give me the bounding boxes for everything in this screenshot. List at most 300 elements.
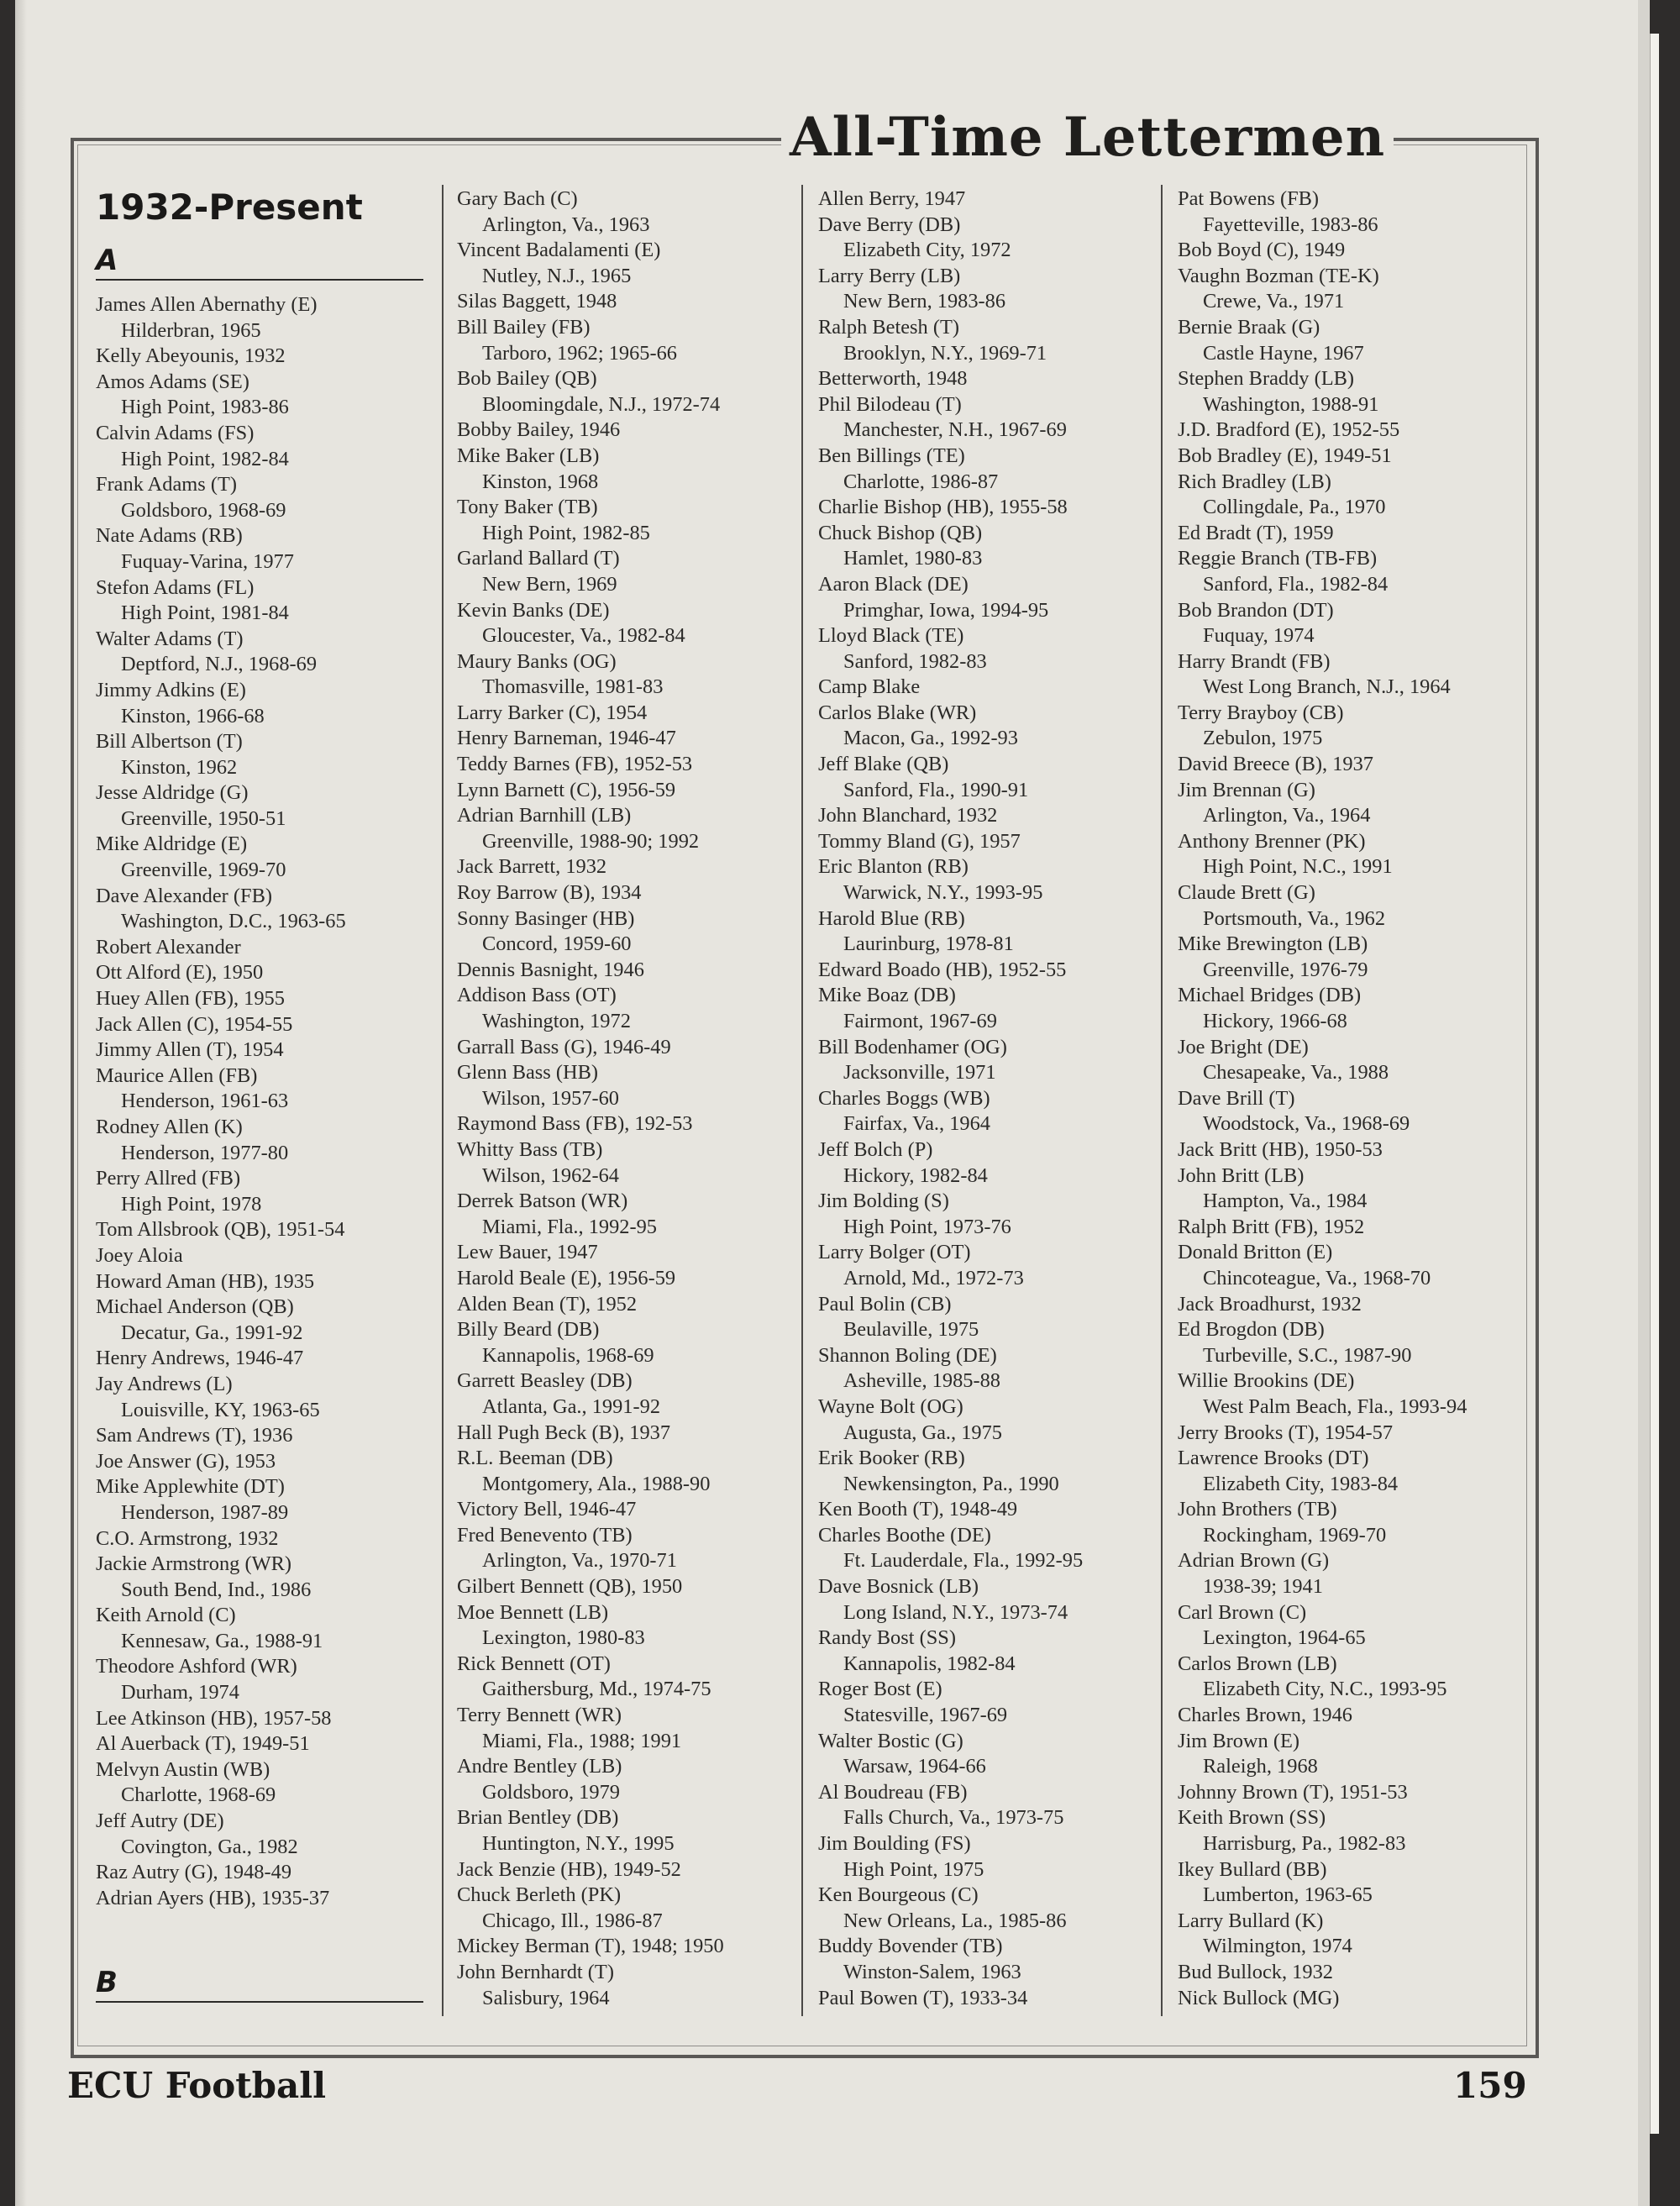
- letterman-entry: [457, 649, 785, 701]
- letterman-entry: [1178, 521, 1505, 547]
- letterman-entry: [1178, 238, 1505, 264]
- letterman-hometown-years: Salisbury, 1964: [482, 1986, 610, 2009]
- letterman-name: Willie Brookins (DE): [1178, 1369, 1355, 1393]
- letterman-name: Ralph Britt (FB), 1952: [1178, 1215, 1365, 1238]
- letterman-hometown-years: Charlotte, 1986-87: [843, 470, 999, 493]
- letterman-entry: [1178, 1137, 1505, 1163]
- letterman-name: Perry Allred (FB): [96, 1167, 241, 1190]
- letterman-name: David Breece (B), 1937: [1178, 753, 1373, 776]
- letterman-entry: [457, 854, 785, 880]
- letterman-entry: [457, 444, 785, 495]
- letterman-entry: [96, 1654, 423, 1705]
- letterman-entry: [818, 1292, 1146, 1343]
- letterman-entry: [1178, 264, 1505, 315]
- letterman-name: Raz Autry (G), 1948-49: [96, 1861, 292, 1884]
- letterman-entry: [1178, 1035, 1505, 1086]
- letterman-hometown-years: Miami, Fla., 1988; 1991: [482, 1729, 682, 1752]
- letterman-entry: [457, 1600, 785, 1652]
- letterman-hometown-years: Zebulon, 1975: [1203, 727, 1323, 750]
- letterman-name: Allen Berry, 1947: [818, 187, 966, 210]
- letterman-entry: [1178, 366, 1505, 418]
- letterman-hometown-years: Portsmouth, Va., 1962: [1203, 906, 1386, 930]
- letterman-hometown-years: Sanford, Fla., 1990-91: [843, 778, 1029, 801]
- letterman-entry: [1178, 186, 1505, 238]
- letterman-hometown-years: High Point, 1982-85: [482, 521, 650, 544]
- letterman-entry: [818, 186, 1146, 213]
- letterman-entry: [457, 1857, 785, 1883]
- letterman-name: Lee Atkinson (HB), 1957-58: [96, 1706, 332, 1730]
- letterman-hometown-years: West Long Branch, N.J., 1964: [1203, 675, 1451, 699]
- letterman-entry: [96, 935, 423, 961]
- letterman-name: Ikey Bullard (BB): [1178, 1857, 1327, 1881]
- letterman-hometown-years: Sanford, Fla., 1982-84: [1203, 572, 1389, 596]
- letterman-name: Kelly Abeyounis, 1932: [96, 344, 286, 368]
- letterman-name: Stephen Braddy (LB): [1178, 367, 1354, 391]
- letterman-hometown-years: Jacksonville, 1971: [843, 1061, 996, 1085]
- letterman-name: J.D. Bradford (E), 1952-55: [1178, 418, 1400, 442]
- letterman-entry: [1178, 470, 1505, 521]
- letterman-hometown-years: Primghar, Iowa, 1994-95: [843, 598, 1049, 622]
- letterman-entry: [1178, 1652, 1505, 1703]
- letterman-entry: [1178, 1703, 1505, 1729]
- page-edge: [1638, 0, 1650, 2206]
- letterman-entry: [96, 1217, 423, 1243]
- letterman-name: Reggie Branch (TB-FB): [1178, 547, 1378, 570]
- letterman-hometown-years: Arlington, Va., 1963: [482, 213, 650, 236]
- letterman-entry: [818, 1137, 1146, 1189]
- letterman-entry: [818, 1240, 1146, 1291]
- letterman-entry: [818, 521, 1146, 572]
- letterman-entry: [1178, 1497, 1505, 1548]
- letterman-name: Jesse Aldridge (G): [96, 781, 249, 805]
- letterman-entry: [457, 1754, 785, 1805]
- letterman-hometown-years: Elizabeth City, 1983-84: [1203, 1472, 1399, 1495]
- letterman-hometown-years: 1938-39; 1941: [1203, 1575, 1323, 1599]
- letterman-entry: [818, 1574, 1146, 1626]
- letterman-entry: [96, 1706, 423, 1732]
- letterman-hometown-years: Goldsboro, 1979: [482, 1780, 620, 1804]
- letterman-entry: [457, 1574, 785, 1600]
- letterman-name: Harry Brandt (FB): [1178, 649, 1331, 673]
- letterman-name: Mike Baker (LB): [457, 444, 600, 467]
- letterman-entry: [457, 803, 785, 854]
- letterman-entry: [457, 1060, 785, 1111]
- letterman-name: Ken Booth (T), 1948-49: [818, 1498, 1018, 1521]
- letterman-name: Nate Adams (RB): [96, 524, 243, 548]
- letterman-hometown-years: Henderson, 1987-89: [121, 1500, 289, 1524]
- letterman-name: Carlos Blake (WR): [818, 701, 977, 724]
- letterman-entry: [457, 983, 785, 1034]
- letterman-name: Charles Boothe (DE): [818, 1523, 991, 1547]
- letterman-entry: [1178, 1317, 1505, 1368]
- letterman-name: Jack Broadhurst, 1932: [1178, 1292, 1362, 1316]
- letterman-hometown-years: Henderson, 1961-63: [121, 1090, 289, 1113]
- letterman-entry: [96, 627, 423, 678]
- letterman-entry: [818, 1626, 1146, 1677]
- letterman-entry: [1178, 1548, 1505, 1599]
- letterman-name: Jack Allen (C), 1954-55: [96, 1012, 293, 1036]
- letterman-name: Jay Andrews (L): [96, 1372, 233, 1395]
- letterman-hometown-years: Fayetteville, 1983-86: [1203, 213, 1378, 236]
- letterman-hometown-years: Arnold, Md., 1972-73: [843, 1266, 1024, 1289]
- letterman-entry: [96, 832, 423, 883]
- letterman-entry: [96, 1012, 423, 1038]
- letterman-entry: [96, 780, 423, 832]
- letterman-name: Aaron Black (DE): [818, 572, 969, 596]
- letterman-entry: [818, 829, 1146, 855]
- letterman-name: John Brothers (TB): [1178, 1498, 1337, 1521]
- letterman-name: Mike Applewhite (DT): [96, 1475, 285, 1499]
- letterman-name: Terry Brayboy (CB): [1178, 701, 1344, 724]
- letterman-entry: [457, 366, 785, 418]
- letterman-entry: [96, 370, 423, 421]
- letterman-hometown-years: Long Island, N.Y., 1973-74: [843, 1600, 1068, 1624]
- letterman-entry: [96, 1886, 423, 1912]
- letterman-name: Addison Bass (OT): [457, 984, 617, 1007]
- letterman-hometown-years: High Point, 1978: [121, 1192, 262, 1216]
- letterman-entry: [457, 906, 785, 958]
- letterman-entry: [96, 1064, 423, 1115]
- letterman-name: Chuck Berleth (PK): [457, 1883, 622, 1907]
- letterman-name: Brian Bentley (DB): [457, 1806, 619, 1830]
- letterman-entry: [1178, 598, 1505, 649]
- letterman-hometown-years: Elizabeth City, N.C., 1993-95: [1203, 1678, 1447, 1701]
- letterman-entry: [457, 598, 785, 649]
- letterman-column-2: [457, 186, 785, 2011]
- letterman-entry: [457, 1805, 785, 1857]
- letterman-name: Betterworth, 1948: [818, 367, 968, 391]
- letterman-entry: [818, 623, 1146, 675]
- letterman-entry: [96, 472, 423, 523]
- letterman-name: Joe Answer (G), 1953: [96, 1449, 276, 1473]
- letterman-name: Fred Benevento (TB): [457, 1523, 633, 1547]
- letterman-entry: [457, 1652, 785, 1703]
- letterman-name: Jimmy Adkins (E): [96, 678, 246, 701]
- letterman-entry: [457, 1137, 785, 1189]
- letterman-hometown-years: Washington, D.C., 1963-65: [121, 910, 346, 933]
- letterman-name: Walter Bostic (G): [818, 1729, 963, 1752]
- letterman-entry: [1178, 1086, 1505, 1137]
- letterman-name: Tommy Bland (G), 1957: [818, 829, 1021, 853]
- letterman-name: Al Auerback (T), 1949-51: [96, 1732, 310, 1756]
- page-stack-edge: [1650, 34, 1659, 2134]
- letterman-entry: [96, 1474, 423, 1526]
- letterman-entry: [818, 1446, 1146, 1497]
- letterman-name: Maurice Allen (FB): [96, 1064, 258, 1087]
- letterman-hometown-years: Asheville, 1985-88: [843, 1369, 1000, 1393]
- letterman-entry: [457, 880, 785, 906]
- letterman-list: [1178, 186, 1505, 2011]
- letterman-hometown-years: Macon, Ga., 1992-93: [843, 727, 1018, 750]
- letterman-entry: [818, 854, 1146, 906]
- letterman-name: Billy Beard (DB): [457, 1318, 600, 1342]
- letterman-name: Adrian Barnhill (LB): [457, 804, 632, 827]
- letterman-hometown-years: Nutley, N.J., 1965: [482, 264, 632, 287]
- letterman-entry: [818, 444, 1146, 495]
- letterman-hometown-years: Laurinburg, 1978-81: [843, 932, 1014, 956]
- letterman-hometown-years: Decatur, Ga., 1991-92: [121, 1321, 303, 1344]
- letterman-name: Vaughn Bozman (TE-K): [1178, 264, 1379, 287]
- letterman-name: Melvyn Austin (WB): [96, 1757, 270, 1781]
- letterman-entry: [1178, 752, 1505, 778]
- letterman-hometown-years: Bloomingdale, N.J., 1972-74: [482, 392, 721, 416]
- letterman-name: Claude Brett (G): [1178, 881, 1315, 905]
- letterman-entry: [457, 1523, 785, 1574]
- letterman-hometown-years: Gloucester, Va., 1982-84: [482, 624, 685, 648]
- letterman-name: Amos Adams (SE): [96, 370, 249, 393]
- letterman-entry: [1178, 1780, 1505, 1806]
- letterman-hometown-years: Greenville, 1950-51: [121, 806, 286, 830]
- letterman-entry: [1178, 1240, 1505, 1291]
- letterman-entry: [1178, 983, 1505, 1034]
- letterman-hometown-years: Arlington, Va., 1970-71: [482, 1549, 677, 1573]
- letterman-name: Garrall Bass (G), 1946-49: [457, 1035, 671, 1058]
- letterman-entry: [457, 958, 785, 984]
- letterman-name: Paul Bolin (CB): [818, 1292, 952, 1316]
- letterman-entry: [457, 1883, 785, 1934]
- letterman-name: Harold Blue (RB): [818, 906, 965, 930]
- letterman-entry: [1178, 1368, 1505, 1420]
- letterman-hometown-years: Henderson, 1977-80: [121, 1141, 289, 1164]
- letterman-name: Johnny Brown (T), 1951-53: [1178, 1780, 1408, 1804]
- letterman-entry: [457, 495, 785, 546]
- letterman-entry: [457, 1497, 785, 1523]
- letterman-entry: [818, 701, 1146, 752]
- letterman-hometown-years: Chincoteague, Va., 1968-70: [1203, 1266, 1431, 1289]
- letterman-entry: [1178, 444, 1505, 470]
- letterman-hometown-years: Elizabeth City, 1972: [843, 239, 1011, 262]
- letterman-entry: [818, 264, 1146, 315]
- letterman-name: Terry Bennett (WR): [457, 1704, 622, 1727]
- letterman-hometown-years: Fuquay, 1974: [1203, 624, 1315, 648]
- letterman-hometown-years: West Palm Beach, Fla., 1993-94: [1203, 1395, 1467, 1418]
- letterman-hometown-years: Warwick, N.Y., 1993-95: [843, 881, 1043, 905]
- letterman-name: Victory Bell, 1946-47: [457, 1498, 637, 1521]
- letterman-entry: [96, 1166, 423, 1217]
- footer-publication: ECU Football: [67, 2065, 327, 2106]
- letterman-entry: [818, 958, 1146, 984]
- letterman-entry: [96, 1037, 423, 1064]
- letterman-hometown-years: Greenville, 1969-70: [121, 859, 286, 882]
- letterman-name: Bill Bailey (FB): [457, 315, 591, 339]
- letterman-hometown-years: Woodstock, Va., 1968-69: [1203, 1112, 1410, 1136]
- letterman-name: Bill Albertson (T): [96, 730, 243, 754]
- letterman-hometown-years: Kannapolis, 1982-84: [843, 1652, 1016, 1675]
- letterman-entry: [96, 1603, 423, 1654]
- letterman-hometown-years: Kinston, 1962: [121, 755, 238, 779]
- letterman-entry: [96, 1731, 423, 1757]
- letterman-entry: [818, 983, 1146, 1034]
- letterman-name: Carlos Brown (LB): [1178, 1652, 1337, 1675]
- letterman-name: Lew Bauer, 1947: [457, 1241, 598, 1264]
- column-divider: [442, 185, 444, 2016]
- letterman-name: Ben Billings (TE): [818, 444, 965, 467]
- letterman-entry: [1178, 1729, 1505, 1780]
- letterman-hometown-years: Kinston, 1966-68: [121, 704, 265, 727]
- letterman-name: Randy Bost (SS): [818, 1626, 956, 1650]
- letterman-entry: [818, 1343, 1146, 1395]
- letterman-hometown-years: Raleigh, 1968: [1203, 1755, 1318, 1778]
- letterman-name: Rodney Allen (K): [96, 1116, 243, 1138]
- letterman-hometown-years: Lexington, 1964-65: [1203, 1626, 1366, 1650]
- letterman-entry: [1178, 880, 1505, 932]
- letterman-entry: [1178, 778, 1505, 829]
- letterman-hometown-years: Ft. Lauderdale, Fla., 1992-95: [843, 1549, 1084, 1573]
- letterman-hometown-years: Tarboro, 1962; 1965-66: [482, 341, 677, 365]
- letterman-entry: [1178, 1600, 1505, 1652]
- letterman-entry: [96, 523, 423, 575]
- letterman-hometown-years: Beulaville, 1975: [843, 1318, 979, 1342]
- letterman-hometown-years: Chesapeake, Va., 1988: [1203, 1061, 1389, 1085]
- letterman-hometown-years: New Bern, 1983-86: [843, 290, 1006, 313]
- letterman-entry: [1178, 932, 1505, 983]
- letterman-name: Gilbert Bennett (QB), 1950: [457, 1575, 683, 1599]
- letterman-entry: [1178, 649, 1505, 701]
- letterman-entry: [457, 726, 785, 752]
- letterman-entry: [457, 1317, 785, 1368]
- letterman-name: Garrett Beasley (DB): [457, 1369, 633, 1393]
- letterman-entry: [96, 678, 423, 729]
- letterman-entry: [457, 1035, 785, 1061]
- letterman-name: Lynn Barnett (C), 1956-59: [457, 778, 676, 801]
- letterman-entry: [818, 1523, 1146, 1574]
- letterman-entry: [96, 1269, 423, 1295]
- letterman-entry: [818, 1780, 1146, 1831]
- letterman-entry: [96, 292, 423, 344]
- column-divider: [1161, 185, 1163, 2016]
- letterman-name: John Blanchard, 1932: [818, 804, 998, 827]
- letterman-name: Stefon Adams (FL): [96, 575, 255, 599]
- letterman-name: Henry Andrews, 1946-47: [96, 1347, 304, 1370]
- letter-heading-b: B: [96, 1966, 423, 2003]
- letterman-entry: [457, 1934, 785, 1960]
- letterman-name: R.L. Beeman (DB): [457, 1447, 613, 1470]
- letterman-name: Dennis Basnight, 1946: [457, 958, 644, 981]
- letterman-hometown-years: Deptford, N.J., 1968-69: [121, 653, 318, 676]
- letterman-entry: [1178, 1163, 1505, 1215]
- letterman-name: Jack Barrett, 1932: [457, 855, 607, 879]
- letterman-name: Joe Bright (DE): [1178, 1035, 1309, 1058]
- section-range-title: 1932-Present: [96, 186, 363, 228]
- letterman-entry: [96, 1860, 423, 1886]
- letterman-entry: [457, 1703, 785, 1754]
- letterman-entry: [818, 1395, 1146, 1446]
- letterman-hometown-years: Covington, Ga., 1982: [121, 1835, 298, 1858]
- letterman-hometown-years: Harrisburg, Pa., 1982-83: [1203, 1832, 1406, 1855]
- letterman-name: Hall Pugh Beck (B), 1937: [457, 1421, 671, 1444]
- letterman-name: Roger Bost (E): [818, 1678, 942, 1701]
- letterman-hometown-years: Wilson, 1962-64: [482, 1163, 619, 1187]
- letterman-entry: [96, 1243, 423, 1269]
- letterman-name: Charlie Bishop (HB), 1955-58: [818, 496, 1068, 519]
- letterman-hometown-years: Lumberton, 1963-65: [1203, 1883, 1373, 1907]
- letterman-name: Harold Beale (E), 1956-59: [457, 1266, 676, 1289]
- letterman-name: Larry Berry (LB): [818, 264, 961, 287]
- letterman-hometown-years: Warsaw, 1964-66: [843, 1755, 986, 1778]
- letterman-name: Ralph Betesh (T): [818, 315, 959, 339]
- letterman-hometown-years: Statesville, 1967-69: [843, 1704, 1008, 1727]
- letterman-hometown-years: Montgomery, Ala., 1988-90: [482, 1472, 711, 1495]
- letterman-name: Al Boudreau (FB): [818, 1780, 968, 1804]
- letterman-hometown-years: High Point, 1982-84: [121, 447, 289, 470]
- letterman-name: Rick Bennett (OT): [457, 1652, 611, 1675]
- letterman-entry: [96, 344, 423, 370]
- letterman-entry: [818, 392, 1146, 444]
- letterman-name: Larry Bolger (OT): [818, 1241, 971, 1264]
- letterman-name: Bob Brandon (DT): [1178, 598, 1334, 622]
- letterman-name: Glenn Bass (HB): [457, 1061, 599, 1085]
- letterman-name: Shannon Boling (DE): [818, 1343, 997, 1367]
- letterman-hometown-years: Hampton, Va., 1984: [1203, 1190, 1368, 1213]
- letterman-hometown-years: Manchester, N.H., 1967-69: [843, 418, 1067, 442]
- letterman-entry: [457, 701, 785, 727]
- letterman-hometown-years: Concord, 1959-60: [482, 932, 632, 956]
- letterman-name: Keith Arnold (C): [96, 1604, 236, 1627]
- letterman-entry: [818, 1189, 1146, 1240]
- letterman-name: Moe Bennett (LB): [457, 1600, 609, 1624]
- letterman-name: Jack Britt (HB), 1950-53: [1178, 1137, 1383, 1161]
- letterman-name: Charles Brown, 1946: [1178, 1704, 1352, 1727]
- letterman-name: Jeff Autry (DE): [96, 1809, 224, 1833]
- letterman-hometown-years: Atlanta, Ga., 1991-92: [482, 1395, 661, 1418]
- letterman-name: Frank Adams (T): [96, 473, 237, 496]
- letterman-column-1: [96, 186, 423, 1911]
- letterman-name: Dave Bosnick (LB): [818, 1575, 979, 1599]
- letterman-name: Maury Banks (OG): [457, 649, 617, 673]
- letterman-entry: [818, 803, 1146, 829]
- letterman-name: Larry Bullard (K): [1178, 1909, 1324, 1932]
- letterman-hometown-years: Augusta, Ga., 1975: [843, 1421, 1003, 1444]
- letterman-hometown-years: Washington, 1988-91: [1203, 392, 1379, 416]
- letterman-name: Keith Brown (SS): [1178, 1806, 1326, 1830]
- letterman-entry: [457, 546, 785, 597]
- letterman-entry: [818, 1729, 1146, 1780]
- letterman-hometown-years: Fairfax, Va., 1964: [843, 1112, 990, 1136]
- letterman-entry: [457, 752, 785, 778]
- letterman-entry: [457, 289, 785, 315]
- letterman-name: Tom Allsbrook (QB), 1951-54: [96, 1218, 345, 1242]
- letterman-entry: [96, 960, 423, 986]
- letterman-name: Teddy Barnes (FB), 1952-53: [457, 753, 693, 776]
- letterman-list: [818, 186, 1146, 2011]
- letterman-name: Paul Bowen (T), 1933-34: [818, 1986, 1028, 2009]
- letterman-name: Jackie Armstrong (WR): [96, 1552, 292, 1576]
- letterman-hometown-years: Hilderbran, 1965: [121, 318, 261, 342]
- letterman-name: Larry Barker (C), 1954: [457, 701, 648, 724]
- letterman-name: Chuck Bishop (QB): [818, 521, 983, 544]
- letterman-name: John Bernhardt (T): [457, 1960, 614, 1983]
- letterman-name: Michael Anderson (QB): [96, 1295, 294, 1319]
- letterman-hometown-years: Rockingham, 1969-70: [1203, 1523, 1387, 1547]
- letterman-name: Rich Bradley (LB): [1178, 470, 1331, 493]
- letterman-name: Kevin Banks (DE): [457, 598, 610, 622]
- letterman-entry: [457, 1421, 785, 1447]
- letterman-entry: [457, 238, 785, 289]
- letterman-entry: [457, 418, 785, 444]
- letterman-name: Theodore Ashford (WR): [96, 1655, 297, 1678]
- letterman-hometown-years: High Point, 1975: [843, 1857, 984, 1881]
- letterman-name: Robert Alexander: [96, 935, 241, 959]
- letterman-entry: [96, 884, 423, 935]
- letterman-name: Henry Barneman, 1946-47: [457, 727, 676, 750]
- letterman-entry: [457, 1240, 785, 1266]
- letterman-entry: [1178, 1857, 1505, 1909]
- letterman-entry: [1178, 418, 1505, 444]
- letterman-hometown-years: Sanford, 1982-83: [843, 649, 987, 673]
- letterman-entry: [457, 186, 785, 238]
- letterman-entry: [457, 778, 785, 804]
- letterman-entry: [818, 315, 1146, 366]
